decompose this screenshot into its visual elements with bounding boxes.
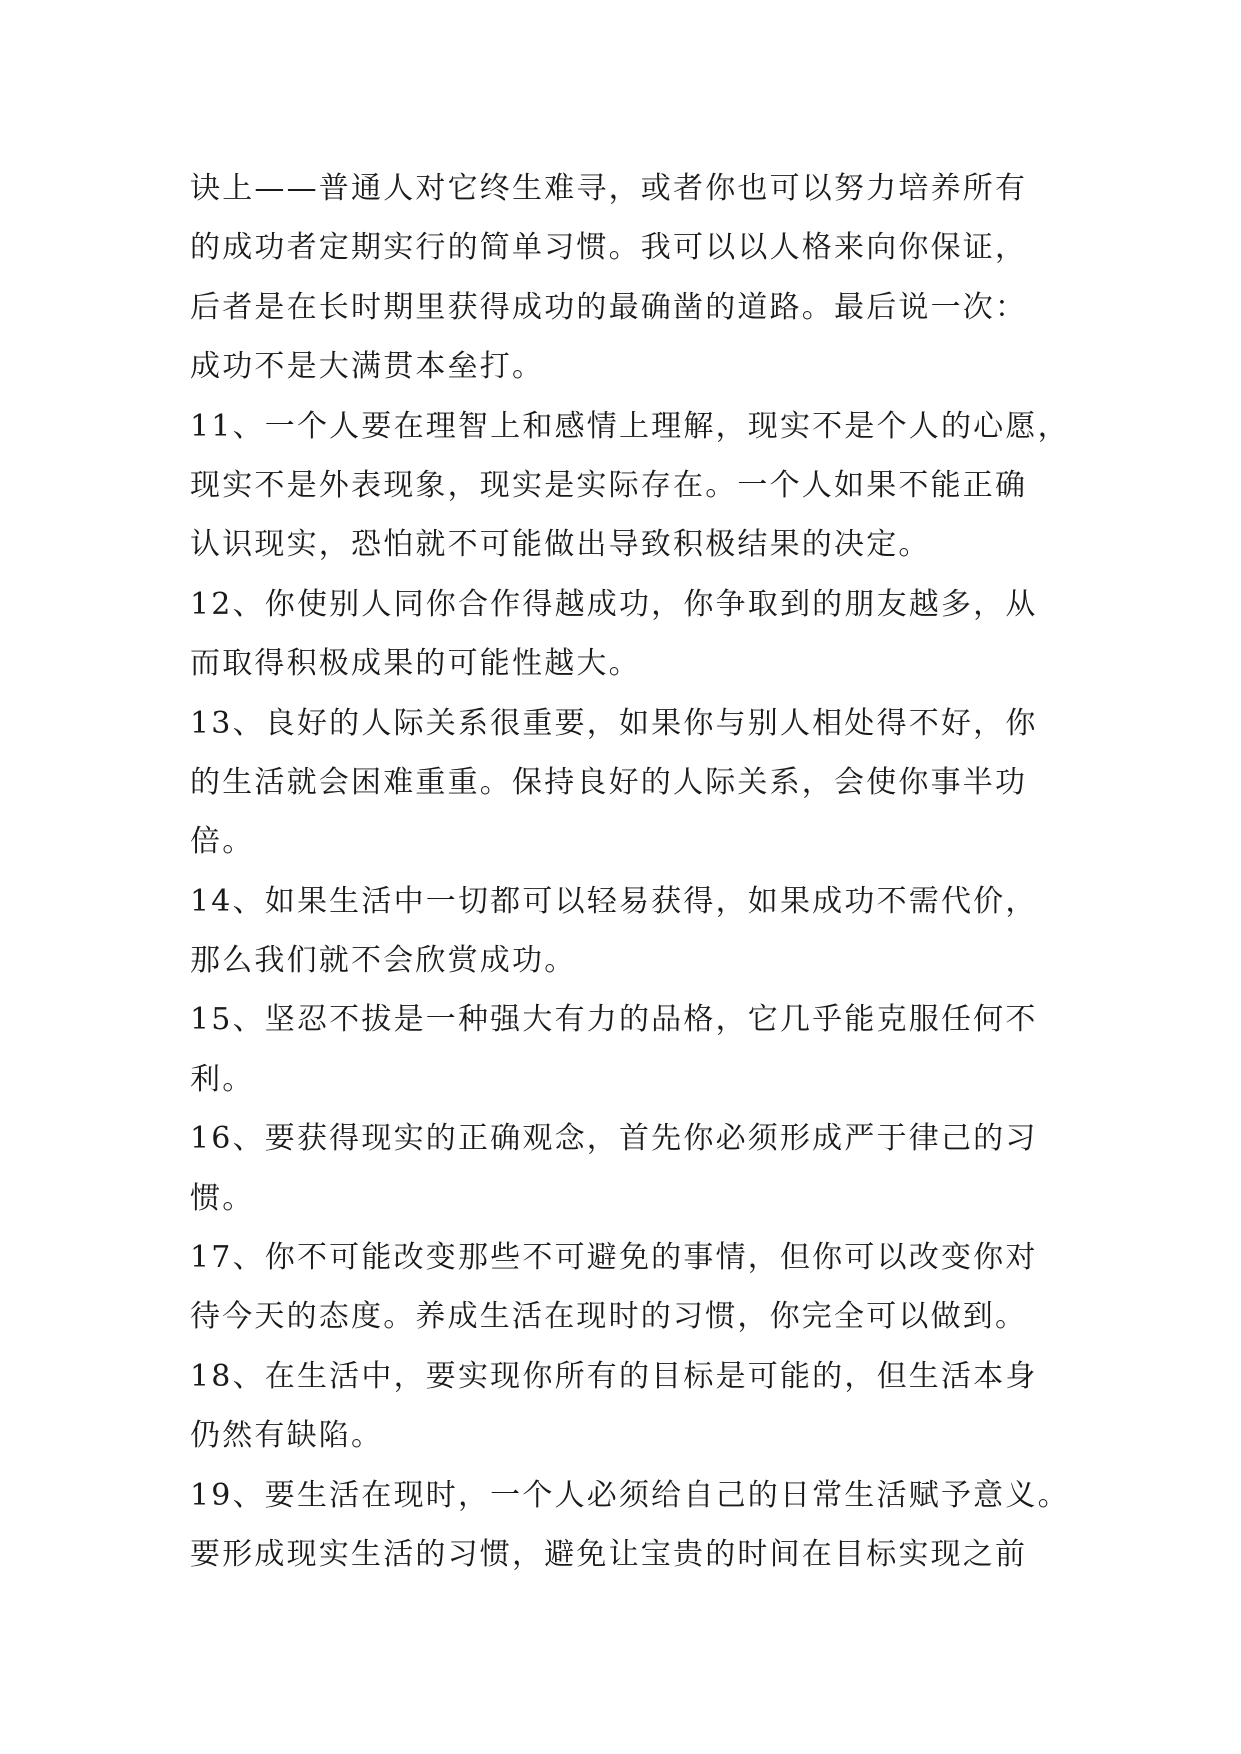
text-line: 仍然有缺陷。 bbox=[190, 1418, 384, 1454]
text-line: 诀上——普通人对它终生难寻，或者你也可以努力培养所有 bbox=[190, 171, 1028, 206]
text-line: 而取得积极成果的可能性越大。 bbox=[190, 646, 641, 682]
body-text bbox=[190, 159, 1070, 1584]
text-line: 现实不是外表现象，现实是实际存在。一个人如果不能正确 bbox=[190, 467, 1028, 503]
text-line: 那么我们就不会欣赏成功。 bbox=[190, 943, 577, 979]
text-line: 倍。 bbox=[190, 824, 255, 860]
text-line: 成功不是大满贯本垒打。 bbox=[190, 349, 545, 385]
text-line: 要形成现实生活的习惯，避免让宝贵的时间在目标实现之前 bbox=[190, 1536, 1028, 1572]
text-line: 12、你使别人同你合作得越成功，你争取到的朋友越多，从 bbox=[190, 586, 1038, 622]
text-line: 认识现实，恐怕就不可能做出导致积极结果的决定。 bbox=[190, 527, 931, 563]
text-line: 的成功者定期实行的简单习惯。我可以以人格来向你保证， bbox=[190, 230, 1028, 266]
text-line: 14、如果生活中一切都可以轻易获得，如果成功不需代价， bbox=[190, 883, 1038, 919]
text-line: 惯。 bbox=[190, 1180, 255, 1216]
text-line: 后者是在长时期里获得成功的最确凿的道路。最后说一次： bbox=[190, 289, 1028, 325]
text-line: 利。 bbox=[190, 1061, 255, 1097]
text-line: 11、一个人要在理智上和感情上理解，现实不是个人的心愿， bbox=[190, 408, 1070, 444]
text-line: 的生活就会困难重重。保持良好的人际关系，会使你事半功 bbox=[190, 764, 1028, 800]
text-line: 待今天的态度。养成生活在现时的习惯，你完全可以做到。 bbox=[190, 1299, 1028, 1335]
text-line: 17、你不可能改变那些不可避免的事情，但你可以改变你对 bbox=[190, 1240, 1038, 1276]
text-line: 15、坚忍不拔是一种强大有力的品格，它几乎能克服任何不 bbox=[190, 1002, 1038, 1038]
text-line: 19、要生活在现时，一个人必须给自己的日常生活赋予意义。 bbox=[190, 1477, 1070, 1513]
text-line: 13、良好的人际关系很重要，如果你与别人相处得不好，你 bbox=[190, 705, 1038, 741]
text-line: 18、在生活中，要实现你所有的目标是可能的，但生活本身 bbox=[190, 1358, 1038, 1394]
text-line: 16、要获得现实的正确观念，首先你必须形成严于律己的习 bbox=[190, 1121, 1038, 1157]
